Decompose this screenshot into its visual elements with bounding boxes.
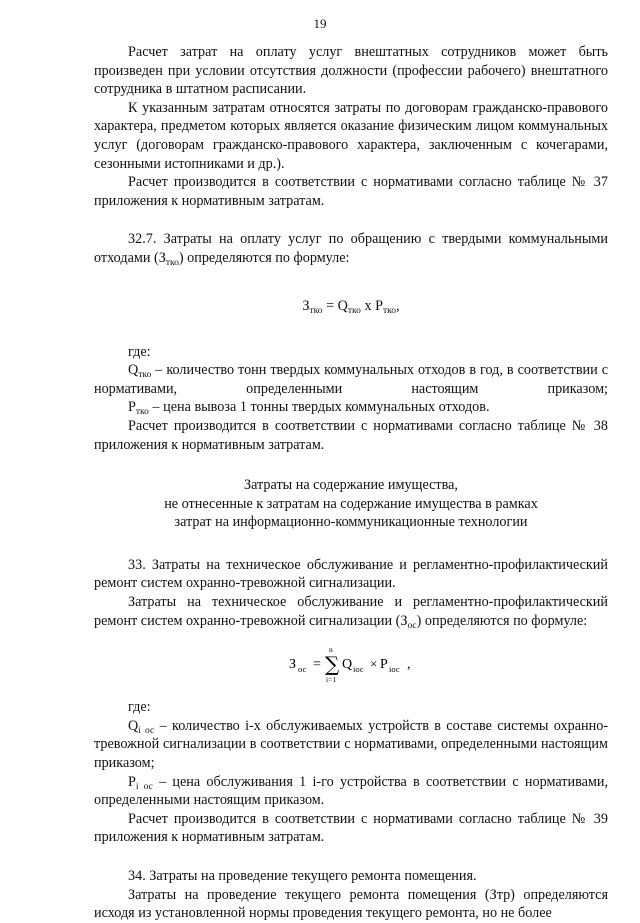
section-heading-line-3: затрат на информационно-коммуникационные технологии xyxy=(174,514,528,531)
definition-q-tko xyxy=(94,361,608,398)
paragraph-33-tail: ) определяются по формуле: xyxy=(416,612,588,629)
definition-qi-sub: i ос xyxy=(138,725,155,736)
paragraph-34: 34. Затраты на проведение текущего ремонта помещения. xyxy=(128,868,477,884)
formula-alarm-q-sub: iос xyxy=(353,664,364,675)
paragraph-33-text: Затраты на техническое обслуживание и регламентно-профилактический ремонт систем охранно-тревожной сигнализации (З xyxy=(94,594,608,629)
paragraph-table-38: Расчет производится в соответствии с нормативами согласно таблице № 38 приложения к нормативным затратам. xyxy=(94,417,608,453)
formula-alarm-sum-bottom: i=1 xyxy=(326,675,337,685)
definition-pi-symbol: P xyxy=(128,773,136,790)
formula-waste-eq: = Q xyxy=(322,297,348,314)
subscript-os: ос xyxy=(407,620,417,631)
where-text-2: где: xyxy=(128,699,151,716)
where-label-1 xyxy=(94,343,608,362)
definition-p-symbol: Р xyxy=(128,399,136,416)
formula-waste-p-sub: тко xyxy=(383,305,397,316)
document-body xyxy=(94,43,608,923)
section-heading-line-1: Затраты на содержание имущества, xyxy=(244,477,458,494)
formula-alarm xyxy=(94,642,608,686)
formula-waste-times: х Р xyxy=(360,297,384,314)
formula-waste-q-sub: тко xyxy=(347,305,361,316)
definition-pi-text: – цена обслуживания 1 i-го устройства в соответствии с нормативами, определенными настоящим приказом. xyxy=(94,773,609,809)
formula-waste xyxy=(94,296,608,316)
definition-p-i-os xyxy=(94,773,608,810)
paragraph-33: 33. Затраты на техническое обслуживание и регламентно-профилактический ремонт систем охранно-тревожной сигнализации. xyxy=(94,556,608,592)
definition-q-sub: тко xyxy=(138,370,152,381)
formula-waste-lhs: З xyxy=(302,297,310,314)
section-heading-line-2: не отнесенные к затратам на содержание имущества в рамках xyxy=(164,495,538,512)
definition-q-symbol: Q xyxy=(128,362,139,379)
sum-icon: ∑ xyxy=(325,652,340,677)
formula-waste-tail: , xyxy=(396,297,400,314)
formula-alarm-q: Q xyxy=(342,657,353,673)
formula-alarm-lhs: З xyxy=(289,657,297,673)
paragraph-repair: Затраты на проведение текущего ремонта помещения (Зтр) определяются исходя из установленной нормы проведения текущего ремонта, но не более xyxy=(94,886,608,922)
formula-alarm-lhs-sub: ос xyxy=(298,664,307,675)
definition-pi-sub: i ос xyxy=(135,781,153,792)
formula-alarm-p-sub: iос xyxy=(389,664,400,675)
definition-qi-text: – количество i-х обслуживаемых устройств в составе системы охранно-тревожной сигнализации в соответствии с нормативами, определенными настоящим приказом; xyxy=(94,717,609,772)
definition-q-text: – количество тонн твердых коммунальных отходов в год, в соответствии с нормативами, определенными настоящим приказом; xyxy=(94,362,609,397)
formula-alarm-times: × xyxy=(370,656,378,672)
definition-q-i-os xyxy=(94,717,608,773)
formula-alarm-tail: , xyxy=(407,657,411,673)
where-text-1: где: xyxy=(128,343,151,360)
definition-p-sub: тко xyxy=(135,407,149,418)
formula-alarm-sum-top: n xyxy=(329,645,333,655)
section-heading xyxy=(94,476,608,532)
formula-alarm-eq: = xyxy=(313,657,321,673)
paragraph-32-7 xyxy=(94,230,608,267)
paragraph-32-7-text: 32.7. Затраты на оплату услуг по обращению с твердыми коммунальными отходами (З xyxy=(94,231,608,266)
where-label-2 xyxy=(94,698,608,717)
paragraph-table-39: Расчет производится в соответствии с нормативами согласно таблице № 39 приложения к нормативным затратам. xyxy=(94,810,608,846)
paragraph-33-formula-intro xyxy=(94,593,608,630)
definition-p-tko xyxy=(94,398,608,417)
formula-waste-lhs-sub: тко xyxy=(309,305,323,316)
page-number: 19 xyxy=(313,16,327,31)
paragraph-table-37: Расчет производится в соответствии с нормативами согласно таблице № 37 приложения к нормативным затратам. xyxy=(94,174,608,209)
paragraph-32-7-tail: ) определяются по формуле: xyxy=(178,249,350,266)
paragraph-civil-contracts: К указанным затратам относятся затраты по договорам гражданско-правового характера, предметом которых является оказание физическим лицом коммунальных услуг (договорам гражданско-правового характера, заключенным с кочегарами, сезонными истопниками и др.). xyxy=(94,99,608,172)
definition-qi-symbol: Q xyxy=(128,717,139,734)
formula-alarm-p: P xyxy=(380,657,388,673)
paragraph-freelance-staff: Расчет затрат на оплату услуг внештатных сотрудников может быть произведен при условии отсутствия должности (профессии рабочего) внештатного сотрудника в штатном расписании. xyxy=(94,44,608,98)
formula-alarm-svg xyxy=(281,642,421,686)
definition-p-text: – цена вывоза 1 тонны твердых коммунальных отходов. xyxy=(152,399,490,416)
subscript-tko: тко xyxy=(165,257,179,268)
